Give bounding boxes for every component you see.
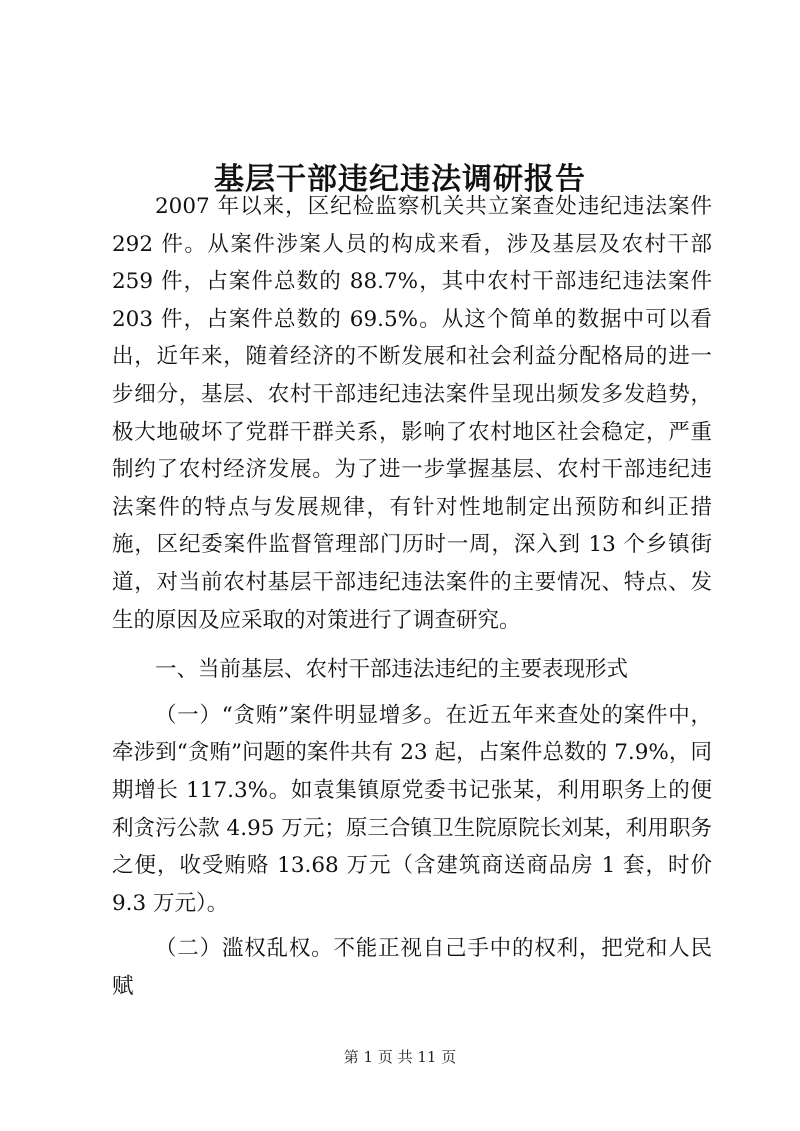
page-number-footer: 第 1 页 共 11 页 (343, 1048, 457, 1066)
document-body (112, 188, 712, 1005)
subsection-paragraph-2: （二）滥权乱权。不能正视自己手中的权利，把党和人民赋 (112, 936, 712, 999)
section-heading: 一、当前基层、农村干部违法违纪的主要表现形式 (155, 657, 629, 683)
subsection-paragraph-1: （一）“贪贿”案件明显增多。在近五年来查处的案件中，牵涉到“贪贿”问题的案件共有 23 起，占案件总数的 7.9%，同期增长 117.3%。如袁集镇原党委书记张某，利用职务上的便利贪污公款 4.95 万元；原三合镇卫生院原院长刘某，利用职务之便，收受贿赂 13.68 万元（含建筑商送商品房 1 套，时价 9.3 万元）。 (112, 702, 712, 916)
intro-paragraph: 2007 年以来，区纪检监察机关共立案查处违纪违法案件 292 件。从案件涉案人员的构成来看，涉及基层及农村干部 259 件，占案件总数的 88.7%，其中农村干部违纪违法案件 203 件，占案件总数的 69.5%。从这个简单的数据中可以看出，近年来，随着经济的不断发展和社会利益分配格局的进一步细分，基层、农村干部违纪违法案件呈现出频发多发趋势，极大地破坏了党群干群关系，影响了农村地区社会稳定，严重制约了农村经济发展。为了进一步掌握基层、农村干部违纪违法案件的特点与发展规律，有针对性地制定出预防和纠正措施，区纪委案件监督管理部门历时一周，深入到 13 个乡镇街道，对当前农村基层干部违纪违法案件的主要情况、特点、发生的原因及应采取的对策进行了调查研究。 (112, 194, 712, 633)
document-title: 基层干部违纪违法调研报告 (214, 162, 586, 198)
